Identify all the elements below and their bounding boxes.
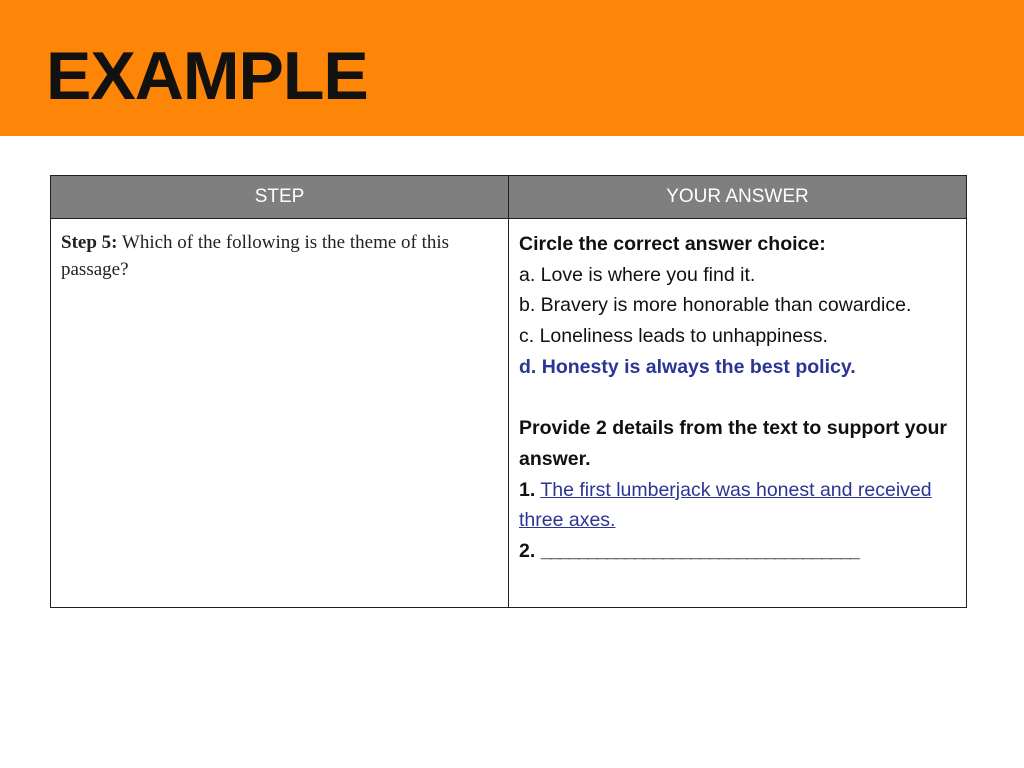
step-question: Which of the following is the theme of this passage?	[61, 232, 450, 280]
answer-instruction: Circle the correct answer choice:	[519, 233, 826, 255]
column-header-step: STEP	[51, 176, 509, 219]
step-cell	[51, 219, 509, 608]
step-answer-table	[50, 175, 967, 608]
choice-c[interactable]: c. Loneliness leads to unhappiness.	[519, 325, 828, 348]
detail-2	[519, 536, 958, 567]
choice-a[interactable]: a. Love is where you find it.	[519, 263, 756, 286]
choice-d-selected[interactable]: d. Honesty is always the best policy.	[519, 355, 856, 378]
detail-1	[519, 475, 958, 536]
slide-title: EXAMPLE	[46, 38, 368, 114]
title-banner	[0, 0, 1024, 136]
detail-2-number: 2.	[519, 540, 536, 563]
table-row	[51, 219, 967, 608]
step-label: Step 5:	[61, 232, 118, 253]
detail-1-number: 1.	[519, 478, 536, 501]
column-header-answer: YOUR ANSWER	[509, 176, 967, 219]
spacer	[519, 383, 958, 414]
detail-2-blank[interactable]: __________________________________	[540, 540, 859, 563]
answer-cell	[509, 219, 967, 608]
choice-b[interactable]: b. Bravery is more honorable than cowardice.	[519, 294, 912, 317]
table-header-row	[51, 176, 967, 219]
detail-1-text[interactable]: The first lumberjack was honest and received three axes.	[519, 478, 932, 532]
details-prompt: Provide 2 details from the text to support your answer.	[519, 417, 947, 470]
